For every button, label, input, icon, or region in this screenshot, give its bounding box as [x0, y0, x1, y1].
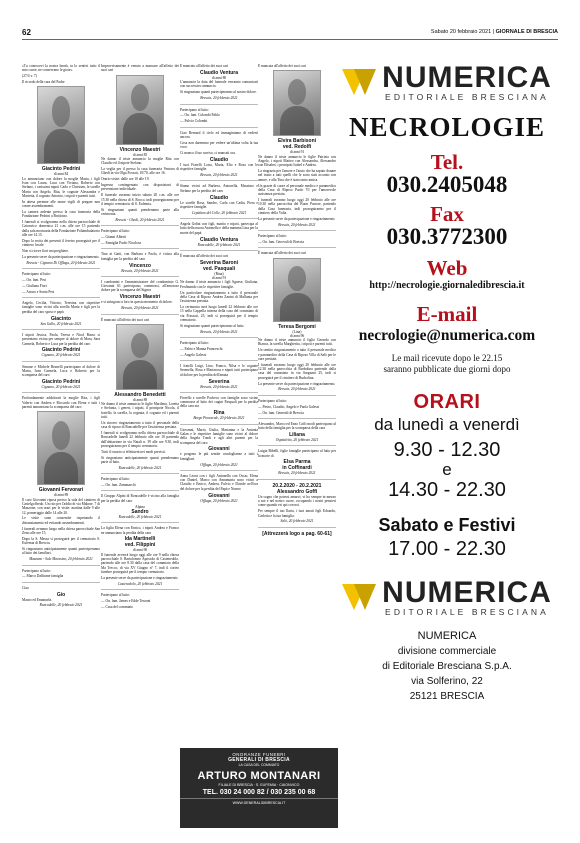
- fax-number: 030.3772300: [386, 224, 508, 249]
- funeral-home-advertisement: [180, 748, 338, 828]
- place-date: Mazzano - Sale Marasino, 20 febbraio 2021: [29, 557, 93, 562]
- weekday-label: da lunedì a venerdì: [374, 415, 520, 434]
- place-date: Offlaga, 20 febbraio 2021: [200, 462, 238, 467]
- divider: [101, 490, 179, 491]
- newspaper-name: GIORNALE DI BRESCIA: [495, 29, 558, 35]
- obituary-text: Alessandro, Marco ed Enzo Coffi modi partecipano al lutto della famiglia per la scomparsa della cara: [258, 421, 336, 431]
- obituary-text: Orario visite: dalle ore 10 alle 19.: [101, 177, 150, 182]
- place-date: Brescia, 20 febbraio 2021: [200, 96, 238, 101]
- obituary-text: Il funerale avranno inizio sabato 20 c.m. alle ore 15.30 nella chiesa di S. Rocco, indi proseguiranno per il tempio crematorio di S. Eufemia.: [101, 193, 179, 206]
- obituary-text: Il funerale avverrà luogo oggi alle ore 9 nella chiesa parrocchiale S. Bartolomeo Apostolo di Castenedolo, partendo alle ore 8.30 dalla casa del commiato della Ma Trecco, di via XV Giugno n° 7, indi il corteo funebre proseguirà per il tempio crematorio.: [101, 552, 179, 574]
- deceased-name: Rina: [213, 410, 225, 417]
- obituary-text: I fratelli Luigi, Lino, Franco, Nilsa e le cognate Serenella, Rosa e Mariarosa e nipoti tutti partecipano al dolore per la perdita dell'amata: [180, 364, 258, 377]
- obituary-subline: (Lina): [292, 329, 302, 334]
- obituary-text: — Fabio e Manna Franceschi: [180, 346, 223, 351]
- place-date: San Gallo, 20 febbraio 2021: [40, 321, 82, 326]
- ad-locations: FILIALE DI BRESCIA · S. EUFEMIA · CAIONVICO: [218, 783, 300, 787]
- page-header: [22, 28, 558, 40]
- obituary-text: — Angelo Galessi: [180, 352, 207, 357]
- obituary-column-2: [101, 64, 179, 835]
- obituary-text: — Arturo e Sonia Pesi: [22, 289, 55, 294]
- divider: [180, 218, 258, 219]
- obituary-text: I tuoi Fratelli Lorta, Maria, Elio e Rosa con le rispettive famiglie.: [180, 162, 258, 172]
- obituary-text: — On. fam. Generali di Brescia: [258, 410, 304, 415]
- deceased-name: in Coffinardi: [282, 465, 312, 472]
- obituary-text: «Tu conoscevi la nostra bontà, tu lo sentivi tutto il mio cuore, ne conservano le gioie».: [22, 64, 100, 73]
- obituary-column-3: [180, 64, 258, 744]
- obituary-text: — Giuliana Fiori: [22, 283, 47, 288]
- obituary-subline: di anni 84: [53, 172, 69, 177]
- place-date: Cignano, 20 febbraio 2021: [41, 385, 81, 390]
- obituary-text: Cosa non daremmo per vedere un'ultima volta la tua voce.: [180, 140, 258, 150]
- email-label: E-mail: [416, 302, 478, 326]
- obituary-text: È mancata all'affetto dei suoi cari: [180, 253, 228, 258]
- tel-number[interactable]: 030.2405048: [386, 172, 508, 197]
- obituary-text: (27/4 v. 7): [22, 74, 37, 79]
- divider: [101, 522, 179, 523]
- deceased-name: Giacinto Pedrini: [41, 166, 81, 173]
- obituary-text: Angelo, Cecilia, Vittorio, Teresina con rispettive famiglie sono vicini alla sorella Maria e figli per la perdita del caro sposo e papà: [22, 301, 100, 314]
- numerica-logo: [336, 61, 558, 102]
- deceased-name: Vincenzo: [129, 262, 151, 269]
- obituary-text: La cerimonia avrà luogo lunedì 22 febbraio alle ore 15 nella Cappella interna della casa del commiato di via Frassati, 25, indi si proseguirà per il tempio crematorio.: [180, 305, 258, 322]
- obituary-text: — Casa del commiato: [101, 604, 134, 609]
- obituary-text: Le visite sono consentite rispettando il distanziamento ed evitando assembramenti.: [22, 516, 100, 525]
- obituary-text: Dopo la S. Messa si proseguirà per il crematorio S. Eufemia di Brescia.: [22, 536, 100, 546]
- obituary-text: — Pietro, Claudio, Angelo e Paola Galessi: [258, 404, 320, 409]
- obituary-text: È mancato all'affetto dei suoi cari: [180, 64, 229, 68]
- obituary-text: Siamo vicini ad Barbera, Antonella, Massimo e Stefano per la perdita del caro: [180, 184, 258, 193]
- divider: [258, 230, 336, 231]
- obituary-text: La presente serve da partecipazione e ringraziamento.: [258, 216, 336, 221]
- obituary-text: Partecipano al lutto:: [101, 592, 130, 597]
- obituary-text: e porgono le più sentite condoglianze a tutti i famigliari.: [180, 452, 258, 461]
- divider: [258, 527, 336, 528]
- obituary-text: — Marco Dalfiume famiglia: [22, 574, 64, 579]
- obituary-text: Partecipano al lutto:: [258, 234, 287, 239]
- divider: [258, 418, 336, 419]
- obituary-text: Ne danno il triste annuncio il figlio Gerardo con Bianca, la sorella Margherita, i nipoti e parenti tutti.: [258, 338, 336, 347]
- deceased-name: Claudio: [209, 194, 229, 201]
- obituary-text: Le sorelle Rosa, Sandro, Carla con Cadia, Piera e rispettive famiglie.: [180, 200, 258, 209]
- obituary-text: Si ringraziano quanti parteciperanno al lutto.: [180, 323, 245, 328]
- obituary-text: È mancata all'affetto dei suoi cari: [258, 251, 306, 256]
- divider: [180, 337, 258, 338]
- divider: [22, 392, 100, 393]
- obituary-text: Partecipano al lutto:: [180, 340, 209, 345]
- necrologie-title: NECROLOGIE: [348, 112, 546, 142]
- place-date: Brescia, 20 febbraio 2021: [278, 387, 316, 392]
- web-label: Web: [426, 256, 468, 280]
- obituary-text: Si ringraziano quanti parteciperanno al nostro dolore.: [180, 90, 257, 95]
- deceased-name: ved. Redolfi: [282, 144, 312, 151]
- obituary-text: Partecipano al lutto:: [22, 568, 51, 573]
- obituary-subline: di anni 91: [289, 150, 305, 155]
- obituary-text: — On. fam. James e Edde Terzoni: [101, 598, 151, 603]
- obituary-text: Ne danno il triste annuncio le figlie Patrizia con Angelo, i nipoti Matteo con Alessandra, Alessandro con Elisabet, i pronipoti Isabel e Andrea.: [258, 154, 336, 168]
- deceased-name: Severina Baroni: [199, 259, 239, 266]
- place-date: Brescia - Cignano Di Offlaga, 20 febbraio 2021: [26, 260, 96, 265]
- obituary-text: Partecipano al lutto:: [22, 272, 51, 277]
- obituary-text: Ne danno il triste annuncio le figlie Marilena, Loretta e Stefania, i generi, i nipoti, il pronipote Nicola, il fratello, la sorella, la cognata, il cognato ed i parenti tutti.: [101, 402, 179, 420]
- deceased-name: Gio: [56, 591, 66, 598]
- divider: [258, 445, 336, 446]
- obituary-text: La presente serve da partecipazione e ringraziamento.: [101, 575, 179, 580]
- orari-title: ORARI: [413, 391, 481, 413]
- divider: [101, 276, 179, 277]
- obituary-text: Angela Gobat con figli, marito e nipoti, partecipa al lutto della nuora Antonella e della mamma Lina per la morte del papà: [180, 222, 258, 235]
- deceased-name: Elsa Parma: [283, 459, 311, 466]
- obituary-text: La camera ardente presso la casa funeraria della Fondazione Pedrini a Botticino.: [22, 209, 100, 219]
- deceased-name: Elvira Barbisoni: [277, 138, 317, 145]
- obituary-text: Dopo la recita dei presenti il feretro proseguirà per il cimitero locale.: [22, 238, 100, 248]
- contact-line-3: via Solferino, 22: [411, 676, 483, 687]
- obituary-text: Non si riceve fiori ma preghiere.: [22, 249, 69, 254]
- divider: [258, 247, 336, 248]
- divider: [180, 127, 258, 128]
- divider: [258, 479, 336, 480]
- numerica-logo-bottom: [336, 576, 558, 617]
- place-date: Brescia, 20 febbraio 2021: [278, 471, 316, 476]
- divider: [180, 180, 258, 181]
- deceased-name: ved. Filippini: [124, 542, 156, 549]
- divider: [101, 314, 179, 315]
- obituary-text: Un particolare ringraziamento a tutto il personale della Casa di Riposo Andrea Zanini di Mallanta per l'assistenza prestata.: [180, 290, 258, 304]
- logo-subtitle: EDITORIALE BRESCIANA: [385, 607, 549, 617]
- divider: [101, 248, 179, 249]
- obituary-text: Un sincero ringraziamento a tutto il personale della casa di riposo di Roncadelle per l'assistenza prestata.: [101, 420, 179, 430]
- portrait-photo: [273, 70, 321, 136]
- obituary-text: La figlia Elena con Enrico, i nipoti Andrea e Franco ne annunciano la perdita della cara: [101, 526, 179, 535]
- divider: [180, 104, 258, 105]
- contact-line-1: divisione commerciale: [397, 646, 497, 657]
- place-date: Roncadelle, 20 febbraio 2021: [118, 465, 162, 470]
- deceased-name: Giacinto Pedrini: [41, 347, 81, 354]
- place-date: Salò, 20 febbraio 2021: [280, 519, 314, 524]
- obituary-subline: Alpino: [135, 504, 145, 509]
- obituary-subline: di anni 85: [132, 152, 148, 157]
- divider: [180, 424, 258, 425]
- obituary-subline: di anni 90: [132, 548, 148, 553]
- obituary-text: I nipoti Jessica, Paola, Teresa e Nicol Basso si presentano vicina per sempre al dolore di Mara, Sara Carmela, Roberto e Luca per la perdita del caro: [22, 332, 100, 346]
- deceased-name: Giovanni: [208, 492, 230, 499]
- divider: [22, 361, 100, 362]
- header-separator: |: [492, 29, 495, 35]
- obituary-text: Mauro ed Emanuela.: [22, 597, 53, 602]
- place-date: Brescia, 20 febbraio 2021: [121, 306, 159, 311]
- obituary-subline: (Rina): [214, 271, 224, 276]
- divider: [22, 565, 100, 566]
- deceased-name: [Attrezzerà logo a pag. 60-61]: [262, 530, 332, 537]
- header-info: [431, 29, 558, 35]
- contact-address: [336, 629, 558, 704]
- ad-line-2: GENERALI DI BRESCIA: [228, 757, 290, 763]
- obituary-text: Ingresso contingentato con disposizioni di prevenzione individuale.: [101, 183, 179, 192]
- obituary-text: I funerali avranno luogo oggi 20 febbraio alle ore 10.30 nella parrocchia del Buon Pastore, partendo dalla Casa funeraria, indi proseguiranno per il cimitero della Volta.: [258, 198, 336, 215]
- divider: [101, 473, 179, 474]
- place-date: Ospitaletto, 20 febbraio 2021: [275, 438, 319, 442]
- ad-website: WWW.GENERALIDIBRESCIA.IT: [180, 798, 338, 805]
- obituary-text: Un grazie di cuore al personale medico e paramedico della Casa di Riposo Paolo VI per l'amorevole assistenza prestata.: [258, 183, 336, 197]
- mail-note-line-2: saranno pubblicate due giorni dopo: [383, 364, 511, 374]
- obituary-column-1: [22, 64, 100, 835]
- deceased-name: Teresa Bergomi: [278, 323, 316, 330]
- obituary-subline: di anni 88: [132, 397, 148, 402]
- obituary-text: Un sogno che potessi amarvi, vi ho sempre in mezzo a noi e nel nostro cuore, occupando i nostri pensieri come quando eri qui con noi.: [258, 494, 336, 508]
- obituary-subline: di anni 96: [289, 333, 305, 338]
- obituary-text: In attesa perenne alle nome vigili di pregare non creare assembramenti.: [22, 199, 100, 209]
- deceased-name: Claudio: [209, 156, 229, 163]
- weekday-time-evening: 14.30 - 22.30: [388, 479, 506, 501]
- divider: [22, 329, 100, 330]
- divider: [180, 360, 258, 361]
- logo-title: NUMERICA: [382, 576, 552, 609]
- obituary-subline: di anni 91: [211, 276, 227, 281]
- obituary-text: Ciao Bernard il cielo ed immaginiamo di vederti ancora.: [180, 130, 258, 139]
- place-date: Brescia, 20 febbraio 2021: [121, 268, 159, 273]
- weekday-time-morning: 9.30 - 12.30: [393, 439, 501, 461]
- obituary-text: — On. fam. Gerovali di Brescia: [258, 239, 305, 244]
- place-date: Roncadelle, 20 febbraio 2021: [118, 514, 162, 519]
- holiday-label: Sabato e Festivi: [378, 515, 516, 535]
- portrait-photo: [116, 324, 164, 390]
- obituary-text: — On. fam. Zammarchi: [101, 483, 136, 488]
- deceased-name: Vincenzo Maestri: [119, 294, 161, 301]
- mail-deadline-note: [336, 353, 558, 375]
- obituary-text: — Fulvio Colombi: [180, 119, 208, 124]
- email-link[interactable]: necrologie@numerica.com: [358, 327, 536, 344]
- obituary-text: Il caro Giovanni riposa presso la sala del cimitero di Castelgoffredo. Un rito per l'addio di via Malone. 7 di Mazzone, con orari per le visite: mattina dalle 9 alle 12, pomeriggio dalle 14 alle 20.: [22, 497, 100, 515]
- divider: [180, 470, 258, 471]
- obituary-subline: di anni 89: [53, 493, 69, 498]
- obituary-text: Ci manca il tuo sorriso, ci mancati ora.: [180, 151, 236, 156]
- deceased-name: Giacinto Pedrini: [41, 379, 81, 386]
- obituary-text: — Famiglia Paolo Nicolosa: [101, 241, 142, 246]
- ad-business-name: ARTURO MONTANARI: [197, 770, 321, 782]
- obituary-text: I funerali si svolgeranno nella chiesa parrocchiale di Roncadelle lunedì 22 febbraio alle ore 10 partendo dall'abitazione in via Natali n. 39 alle ore 9.30, indi proseguiranno per il tempio crematorio.: [101, 431, 179, 448]
- obituary-text: Luigia Bibelli, figlie famiglie partecipano al lutto per la morte di: [258, 449, 336, 458]
- obituary-text: Tutti il rosario si effettuerà nei modi previsti.: [101, 449, 166, 454]
- tel-label: Tel.: [430, 150, 464, 174]
- portrait-photo: [116, 75, 164, 145]
- obituary-text: Simone e Michele Brunelli partecipano al dolore di Maria, Ivan Carmela, Luca e Roberto per la scomparsa del caro: [22, 364, 100, 378]
- deceased-name: Sandro: [131, 508, 149, 515]
- deceased-name: Giovanni Fervorari: [38, 487, 84, 494]
- contact-line-4: 25121 BRESCIA: [409, 691, 485, 702]
- deceased-name: Liliana: [289, 432, 305, 438]
- numerica-logo-icon: [342, 584, 376, 612]
- obituary-text: Profondamente addolorati la moglie Rita, i figli Valerio con Andrea e Riccardo con Elena e tutti i parenti annunciano la scomparsa del caro: [22, 396, 100, 410]
- divider: [180, 392, 258, 393]
- deceased-name: Giacinto: [50, 315, 71, 322]
- obituary-text: Lo annunciano con dolore la moglie Maria, i figli Ivan con Laura, Luca con Viviana, Roberto con Stefano, i carissimi nipoti Carlo e Christian, le sorelle Maria con Angelo, Rita, le cognate Alessandra e Marietta, il cognato Antonio, i nipoti e parenti tutti.: [22, 176, 100, 198]
- place-date: Borgo Poncarale, 20 febbraio 2021: [193, 416, 245, 421]
- obituary-text: Ne danno il triste annuncio i figli Agnese, Giuliana, Ferdinando con le rispettive famiglie.: [180, 280, 258, 289]
- ad-line-1: ONORANZE FUNEBRI: [232, 752, 286, 757]
- logo-title: NUMERICA: [382, 61, 552, 94]
- place-date: Brescia, 20 febbraio 2021: [278, 222, 316, 227]
- logo-subtitle: EDITORIALE BRESCIANA: [385, 92, 549, 102]
- deceased-name: Claudio Ventura: [199, 236, 239, 243]
- place-date: Cepidano del Colle, 20 febbraio 2021: [191, 210, 247, 215]
- deceased-name: Claudio Ventura: [199, 69, 239, 76]
- deceased-name: 20.2.2020 - 20.2.2021: [272, 482, 322, 489]
- contact-line-2: di Editoriale Bresciana S.p.A.: [382, 661, 512, 672]
- obituary-text: Fiorello e sorelle Pacheco con famiglie sono vicine commosse al lutto dei cugini Pasquali per la perdita della cara zia: [180, 395, 258, 409]
- obituary-text: Giovanni, Mario, Giulia, Marianna e la Antonia Galan e le rispettive famiglie sono vicini al dolore della Angela Tondi e agli altri parenti per la scomparsa del caro: [180, 427, 258, 445]
- deceased-name: Ida Martinelli: [124, 536, 156, 543]
- obituary-text: Si ringraziano anticipatamente quanti prenderanno parte al lutto.: [101, 455, 179, 465]
- obituary-text: La ringrazia per l'amore e l'aiuto che ha saputo donare nel tratto a tutti quelli che le sono stati accanto con amore, e alla Tina che è stata tanto amica.: [258, 169, 336, 182]
- obituary-text: La presente serve da partecipazione e ringraziamento.: [22, 254, 100, 259]
- obituary-text: Anna Leoni con i figli Antonella con Oscar, Elena con Daniel, Marco con Annamaria sono vicini a Claudio e Enrico, Andrea, Fulvio e Davide nell'ora del dolore per la perdita del Papà e Nonno: [180, 473, 258, 491]
- divider: [22, 297, 100, 298]
- obituary-text: Il Gruppo Alpini di Roncadelle è vicino alla famiglia per la perdita del caro: [101, 494, 179, 503]
- fax-label: Fax: [430, 202, 464, 226]
- obituary-text: Un sentito ringraziamento a tutto il personale medico e paramedico della Casa di Riposo Villa di Salò per le cure prestate.: [258, 348, 336, 361]
- deceased-name: Severina: [208, 378, 230, 385]
- place-date: Brescia, 20 febbraio 2021: [200, 384, 238, 389]
- obituary-text: La presente serve da partecipazione e ringraziamento.: [258, 381, 336, 386]
- mail-note-line-1: Le mail ricevute dopo le 22.15: [391, 353, 503, 363]
- obituary-text: Per sempre il tuo Ilaria, i tuoi amati figli Edoardo, Carlotta e la tua famiglia.: [258, 509, 336, 518]
- obituary-text: Ciao: [22, 585, 29, 590]
- obituary-text: Si ringraziano anticipatamente quanti parteciperanno al lutto dei familiari.: [22, 547, 100, 556]
- obituary-text: Tina ai Gatti, con Barbara e Paolo, è vicina alla famiglia per la perdita del caro: [101, 252, 179, 261]
- deceased-name: ved. Pasquali: [203, 265, 235, 272]
- place-date: Brescia, 20 febbraio 2021: [200, 173, 238, 178]
- obituary-text: È mancato all'affetto dei suoi cari: [101, 317, 150, 322]
- deceased-name: Giovanni: [208, 446, 230, 453]
- obituary-text: e si stringono a loro in questo momento di dolore.: [101, 300, 173, 305]
- obituary-text: Partecipano al lutto:: [101, 477, 130, 482]
- page-number: 62: [22, 28, 31, 37]
- obituary-text: Improvvisamente è venuto a mancare all'affetto dei suoi cari: [101, 64, 179, 73]
- obituary-text: Si ringraziano quanti prenderanno parte alla cerimonia.: [101, 207, 179, 217]
- obituary-text: I funerali avranno luogo oggi 20 febbraio alle ore 12.30 nella parrocchia di Burbolina partendo dalla casa del commiato in via Sargnani 25, indi si proseguirà per il cimitero di Burbolina.: [258, 362, 336, 380]
- deceased-name: Alessandro Goffi: [276, 488, 318, 495]
- divider: [258, 395, 336, 396]
- divider: [180, 250, 258, 251]
- deceased-name: Alessandro Benedetti: [114, 391, 166, 398]
- portrait-photo: [37, 86, 85, 164]
- and-label: e: [442, 460, 452, 479]
- obituary-text: — On. fam. Colombi Pablo: [180, 113, 220, 118]
- portrait-photo: [273, 258, 321, 322]
- numerica-logo-icon: [342, 69, 376, 97]
- obituary-text: Partecipano al lutto:: [180, 107, 209, 112]
- holiday-time: 17.00 - 22.30: [388, 538, 506, 560]
- divider: [101, 225, 179, 226]
- web-link[interactable]: http://necrologie.giornaledibrescia.it: [369, 280, 525, 291]
- obituary-text: È mancata all'affetto dei suoi cari: [258, 64, 306, 68]
- portrait-photo: [37, 411, 85, 485]
- ad-phone: TEL. 030 24 000 82 / 030 235 00 68: [202, 789, 316, 796]
- place-date: Brescia - Ghedi, 20 febbraio 2021: [115, 218, 165, 223]
- obituary-text: I condomini e l'amministratore del condominio G. Giovanni 61 partecipano, commossi, all'amoroso dolore per la scomparsa del Signor: [101, 279, 179, 293]
- divider: [22, 582, 100, 583]
- place-date: Roncadelle, 20 febbraio 2021: [197, 242, 241, 247]
- obituary-text: I funerali si svolgeranno nella chiesa parrocchiale di Caionvico domenica 21 c.m. alle ore 15 partendo dalla sala mortuaria della Fondazione Poliambulatorio alle ore 14.15.: [22, 220, 100, 238]
- place-date: Roncadelle, 20 febbraio 2021: [39, 603, 83, 608]
- divider: [22, 268, 100, 269]
- deceased-name: Vincenzo Maestri: [119, 146, 161, 153]
- necrologie-info-panel: [336, 61, 558, 835]
- ad-line-3: LA CASA DEL COMMIATO: [238, 763, 280, 767]
- divider: [101, 589, 179, 590]
- obituary-subline: di anni 80: [211, 75, 227, 80]
- header-date: Sabato 20 febbraio 2021: [430, 29, 492, 35]
- obituary-text: Il ricordo della cara del Padre: [22, 80, 65, 85]
- obituary-text: I funerali avranno luogo nella chiesa parrocchiale San Zeno alle ore 15.: [22, 526, 100, 535]
- place-date: Cignano, 20 febbraio 2021: [41, 353, 81, 358]
- place-date: Brescia, 20 febbraio 2021: [200, 329, 238, 334]
- obituary-column-4: [258, 64, 336, 835]
- obituary-text: Partecipano al lutto:: [258, 398, 287, 403]
- obituary-text: Ne danno il triste annuncio la moglie Rita con Claudio ed il nipote Stefano.: [101, 156, 179, 166]
- obituary-text: L'annuncio la data del funerale verranno comunicati con successivo annuncio.: [180, 80, 258, 89]
- contact-title: NUMERICA: [417, 630, 477, 642]
- obituary-text: Partecipano al lutto:: [101, 229, 130, 234]
- place-date: Castenedolo, 20 febbraio 2021: [117, 581, 163, 586]
- obituary-text: — On. fam. Pesi: [22, 278, 47, 283]
- obituary-text: — Gianni Alberti: [101, 235, 127, 240]
- place-date: Offlaga, 20 febbraio 2021: [200, 498, 238, 503]
- obituary-text: La veglia per il presso la casa funeraria Ventura di Ghedi in via Olga Fossati, 10/70, alle ore 16.: [101, 167, 179, 176]
